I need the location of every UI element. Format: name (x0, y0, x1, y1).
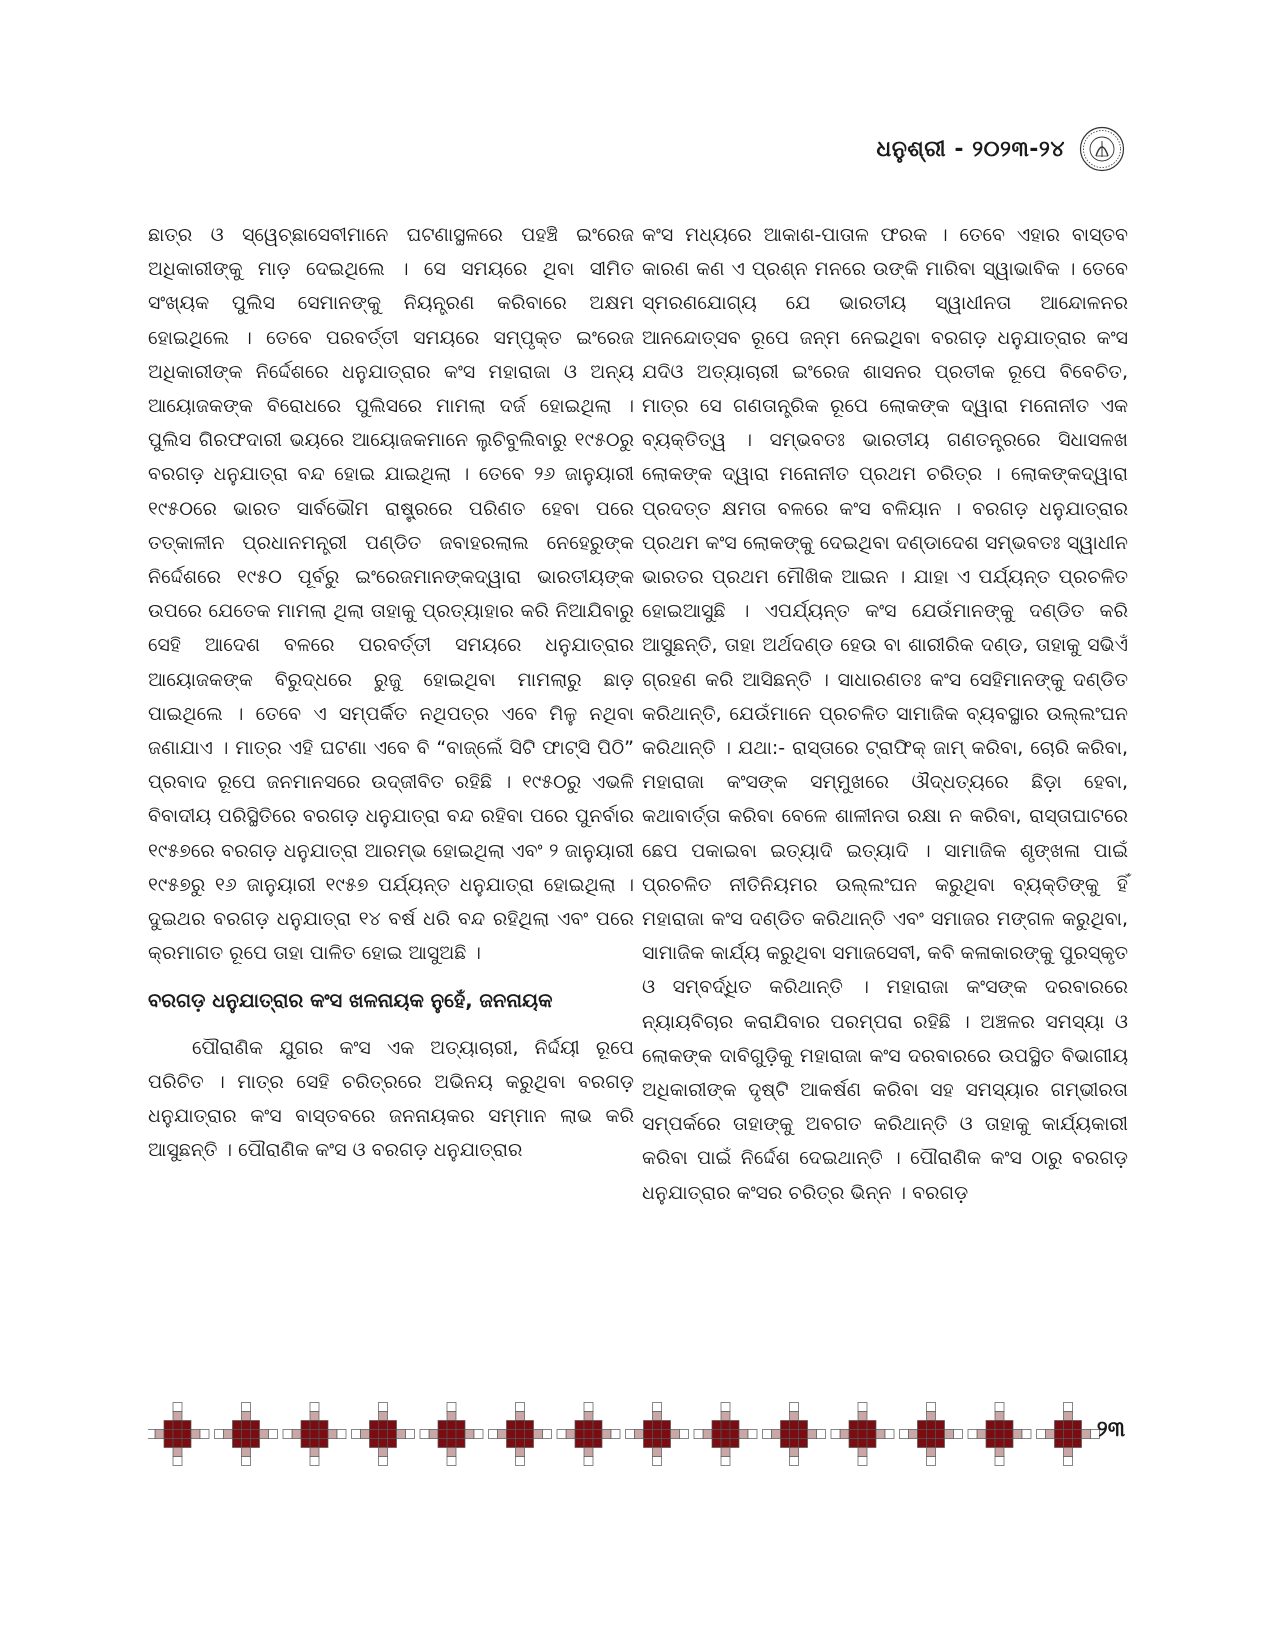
ornament-motif (968, 1403, 1031, 1466)
ornament-motif (148, 1403, 209, 1466)
ornament-motif (694, 1403, 757, 1466)
ornament-motif (420, 1403, 483, 1466)
left-column (148, 218, 634, 1167)
page-number: ୨୩ (1096, 1417, 1125, 1442)
ornament-motif (283, 1403, 346, 1466)
right-column (642, 218, 1128, 1210)
ornament-motif (352, 1403, 415, 1466)
page-header (876, 126, 1125, 172)
ornament-motif (831, 1403, 894, 1466)
section-heading: ବରଗଡ଼ ଧନୁଯାତ୍ରାର କଂସ ଖଳନାୟକ ନୁହେଁ, ଜନନାୟକ (148, 989, 553, 1013)
ornament-motif (215, 1403, 278, 1466)
right-paragraph-1: କଂସ ମଧ୍ୟରେ ଆକାଶ-ପାତାଳ ଫରକ । ତେବେ ଏହାର ବାସ୍ତବ କାରଣ କଣ ଏ ପ୍ରଶ୍ନ ମନରେ ଉଙ୍କି ମାରିବା ସ୍ୱାଭାବିକ । ତେବେ ସ୍ମରଣଯୋଗ୍ୟ ଯେ ଭାରତୀୟ ସ୍ୱାଧୀନତା ଆନ୍ଦୋଳନର ଆନନ୍ଦୋତ୍ସବ ରୂପେ ଜନ୍ମ ନେଇଥିବା ବରଗଡ଼ ଧନୁଯାତ୍ରାର କଂସ ଯଦିଓ ଅତ୍ୟାଚାରୀ ଇଂରେଜ ଶାସନର ପ୍ରତୀକ ରୂପେ ବିବେଚିତ, ମାତ୍ର ସେ ଗଣତାନ୍ତ୍ରିକ ରୂପେ ଲୋକଙ୍କ ଦ୍ୱାରା ମନୋନୀତ ଏକ ବ୍ୟକ୍ତିତ୍ୱ । ସମ୍ଭବତଃ ଭାରତୀୟ ଗଣତନ୍ତ୍ରରେ ସିଧାସଳଖ ଲୋକଙ୍କ ଦ୍ୱାରା ମନୋନୀତ ପ୍ରଥମ ଚରିତ୍ର । ଲୋକଙ୍କଦ୍ୱାରା ପ୍ରଦତ୍ତ କ୍ଷମତା ବଳରେ କଂସ ବଳିୟାନ । ବରଗଡ଼ ଧନୁଯାତ୍ରାର ପ୍ରଥମ କଂସ ଲୋକଙ୍କୁ ଦେଇଥିବା ଦଣ୍ଡାଦେଶ ସମ୍ଭବତଃ ସ୍ୱାଧୀନ ଭାରତର ପ୍ରଥମ ମୌଖିକ ଆଇନ । ଯାହା ଏ ପର୍ଯ୍ୟନ୍ତ ପ୍ରଚଳିତ ହୋଇଆସୁଛି । ଏପର୍ଯ୍ୟନ୍ତ କଂସ ଯେଉଁମାନଙ୍କୁ ଦଣ୍ଡିତ କରି ଆସୁଛନ୍ତି, ତାହା ଅର୍ଥଦଣ୍ଡ ହେଉ ବା ଶାରୀରିକ ଦଣ୍ଡ, ତାହାକୁ ସଭିଏଁ ଗ୍ରହଣ କରି ଆସିଛନ୍ତି । ସାଧାରଣତଃ କଂସ ସେହିମାନଙ୍କୁ ଦଣ୍ଡିତ କରିଥାନ୍ତି, ଯେଉଁମାନେ ପ୍ରଚଳିତ ସାମାଜିକ ବ୍ୟବସ୍ଥାର ଉଲ୍ଲଂଘନ କରିଥାନ୍ତି । ଯଥା:- ରାସ୍ତାରେ ଟ୍ରାଫିକ୍ ଜାମ୍ କରିବା, ଚୋରି କରିବା, ମହାରାଜା କଂସଙ୍କ ସମ୍ମୁଖରେ ଔଦ୍ଧତ୍ୟରେ ଛିଡ଼ା ହେବା, କଥାବାର୍ତ୍ତା କରିବା ବେଳେ ଶାଳୀନତା ରକ୍ଷା ନ କରିବା, ରାସ୍ତାଘାଟରେ ଛେପ ପକାଇବା ଇତ୍ୟାଦି ଇତ୍ୟାଦି । ସାମାଜିକ ଶୃଙ୍ଖଳା ପାଇଁ ପ୍ରଚଳିତ ନୀତିନିୟମର ଉଲ୍ଲଂଘନ କରୁଥିବା ବ୍ୟକ୍ତିଙ୍କୁ ହିଁ ମହାରାଜା କଂସ ଦଣ୍ଡିତ କରିଥାନ୍ତି ଏବଂ ସମାଜର ମଙ୍ଗଳ କରୁଥିବା, ସାମାଜିକ କାର୍ଯ୍ୟ କରୁଥିବା ସମାଜସେବୀ, କବି କଳାକାରଙ୍କୁ ପୁରସ୍କୃତ ଓ ସମ୍ବର୍ଦ୍ଧିତ କରିଥାନ୍ତି । ମହାରାଜା କଂସଙ୍କ ଦରବାରରେ ନ୍ୟାୟବିଚାର କରାଯିବାର ପରମ୍ପରା ରହିଛି । ଅଞ୍ଚଳର ସମସ୍ୟା ଓ ଲୋକଙ୍କ ଦାବିଗୁଡ଼ିକୁ ମହାରାଜା କଂସ ଦରବାରରେ ଉପସ୍ଥିତ ବିଭାଗୀୟ ଅଧିକାରୀଙ୍କ ଦୃଷ୍ଟି ଆକର୍ଷଣ କରିବା ସହ ସମସ୍ୟାର ଗମ୍ଭୀରତା ସମ୍ପର୍କରେ ତାହାଙ୍କୁ ଅବଗତ କରିଥାନ୍ତି ଓ ତାହାକୁ କାର୍ଯ୍ୟକାରୀ କରିବା ପାଇଁ ନିର୍ଦ୍ଦେଶ ଦେଇଥାନ୍ତି । ପୌରାଣିକ କଂସ ଠାରୁ ବରଗଡ଼ ଧନୁଯାତ୍ରାର କଂସର ଚରିତ୍ର ଭିନ୍ନ । ବରଗଡ଼ (642, 224, 1128, 1204)
ornament-motif (626, 1403, 689, 1466)
ornament-motif (557, 1403, 620, 1466)
left-paragraph-2: ପୌରାଣିକ ଯୁଗର କଂସ ଏକ ଅତ୍ୟାଚାରୀ, ନିର୍ଦ୍ଦୟୀ ରୂପେ ପରିଚିତ । ମାତ୍ର ସେହି ଚରିତ୍ରରେ ଅଭିନୟ କରୁଥିବା ବରଗଡ଼ ଧନୁଯାତ୍ରାର କଂସ ବାସ୍ତବରେ ଜନନାୟକର ସମ୍ମାନ ଲାଭ କରି ଆସୁଛନ୍ତି । ପୌରାଣିକ କଂସ ଓ ବରଗଡ଼ ଧନୁଯାତ୍ରାର (148, 1036, 634, 1162)
footer-ornament-border (148, 1402, 1128, 1466)
emblem-seal-icon (1079, 126, 1125, 172)
journal-title: ଧନୁଶ୍ରୀ - ୨୦୨୩-୨୪ (876, 136, 1065, 162)
left-paragraph-1: ଛାତ୍ର ଓ ସ୍ୱେଚ୍ଛାସେବୀମାନେ ଘଟଣାସ୍ଥଳରେ ପହଞ୍ଚି ଇଂରେଜ ଅଧିକାରୀଙ୍କୁ ମାଡ଼ ଦେଇଥିଲେ । ସେ ସମୟରେ ଥିବା ସୀମିତ ସଂଖ୍ୟକ ପୁଲିସ ସେମାନଙ୍କୁ ନିୟନ୍ତ୍ରଣ କରିବାରେ ଅକ୍ଷମ ହୋଇଥିଲେ । ତେବେ ପରବର୍ତ୍ତୀ ସମୟରେ ସମ୍ପୃକ୍ତ ଇଂରେଜ ଅଧିକାରୀଙ୍କ ନିର୍ଦ୍ଦେଶରେ ଧନୁଯାତ୍ରାର କଂସ ମହାରାଜା ଓ ଅନ୍ୟ ଆୟୋଜକଙ୍କ ବିରୋଧରେ ପୁଲିସରେ ମାମଲା ଦର୍ଜ ହୋଇଥିଲା । ପୁଲିସ ଗିରଫଦାରୀ ଭୟରେ ଆୟୋଜକମାନେ ଲୁଚିବୁଲିବାରୁ ୧୯୫୦ରୁ ବରଗଡ଼ ଧନୁଯାତ୍ରା ବନ୍ଦ ହୋଇ ଯାଇଥିଲା । ତେବେ ୨୬ ଜାନୁୟାରୀ ୧୯୫୦ରେ ଭାରତ ସାର୍ବଭୌମ ରାଷ୍ଟ୍ରରେ ପରିଣତ ହେବା ପରେ ତତ୍‌କାଳୀନ ପ୍ରଧାନମନ୍ତ୍ରୀ ପଣ୍ଡିତ ଜବାହରଲାଲ ନେହେରୁଙ୍କ ନିର୍ଦ୍ଦେଶରେ ୧୯୫୦ ପୂର୍ବରୁ ଇଂରେଜମାନଙ୍କଦ୍ୱାରା ଭାରତୀୟଙ୍କ ଉପରେ ଯେତେକ ମାମଲା ଥିଲା ତାହାକୁ ପ୍ରତ୍ୟାହାର କରି ନିଆଯିବାରୁ ସେହି ଆଦେଶ ବଳରେ ପରବର୍ତ୍ତୀ ସମୟରେ ଧନୁଯାତ୍ରାର ଆୟୋଜକଙ୍କ ବିରୁଦ୍ଧରେ ରୁଜୁ ହୋଇଥିବା ମାମଲାରୁ ଛାଡ଼ ପାଇଥିଲେ । ତେବେ ଏ ସମ୍ପର୍କିତ ନଥିପତ୍ର ଏବେ ମିଳୁ ନଥିବା ଜଣାଯାଏ । ମାତ୍ର ଏହି ଘଟଣା ଏବେ ବି “ବାଜ୍‌ଲେଁ ସିଟି ଫାଟ୍‌ସି ପିଠି” ପ୍ରବାଦ ରୂପେ ଜନମାନସରେ ଉଦ୍‌ଜୀବିତ ରହିଛି । ୧୯୫୦ରୁ ଏଭଳି ବିବାଦୀୟ ପରିସ୍ଥିତିରେ ବରଗଡ଼ ଧନୁଯାତ୍ରା ବନ୍ଦ ରହିବା ପରେ ପୁନର୍ବାର ୧୯୫୭ରେ ବରଗଡ଼ ଧନୁଯାତ୍ରା ଆରମ୍ଭ ହୋଇଥିଲା ଏବଂ ୨ ଜାନୁୟାରୀ ୧୯୫୭ରୁ ୧୬ ଜାନୁୟାରୀ ୧୯୫୭ ପର୍ଯ୍ୟନ୍ତ ଧନୁଯାତ୍ରା ହୋଇଥିଲା । ଦୁଇଥର ବରଗଡ଼ ଧନୁଯାତ୍ରା ୧୪ ବର୍ଷ ଧରି ବନ୍ଦ ରହିଥିଲା ଏବଂ ପରେ କ୍ରମାଗତ ରୂପେ ତାହା ପାଳିତ ହୋଇ ଆସୁଅଛି । (148, 224, 634, 965)
ornament-motif (1037, 1403, 1100, 1466)
ornament-motif (489, 1403, 552, 1466)
ornament-motif (763, 1403, 826, 1466)
ornament-motif (900, 1403, 963, 1466)
